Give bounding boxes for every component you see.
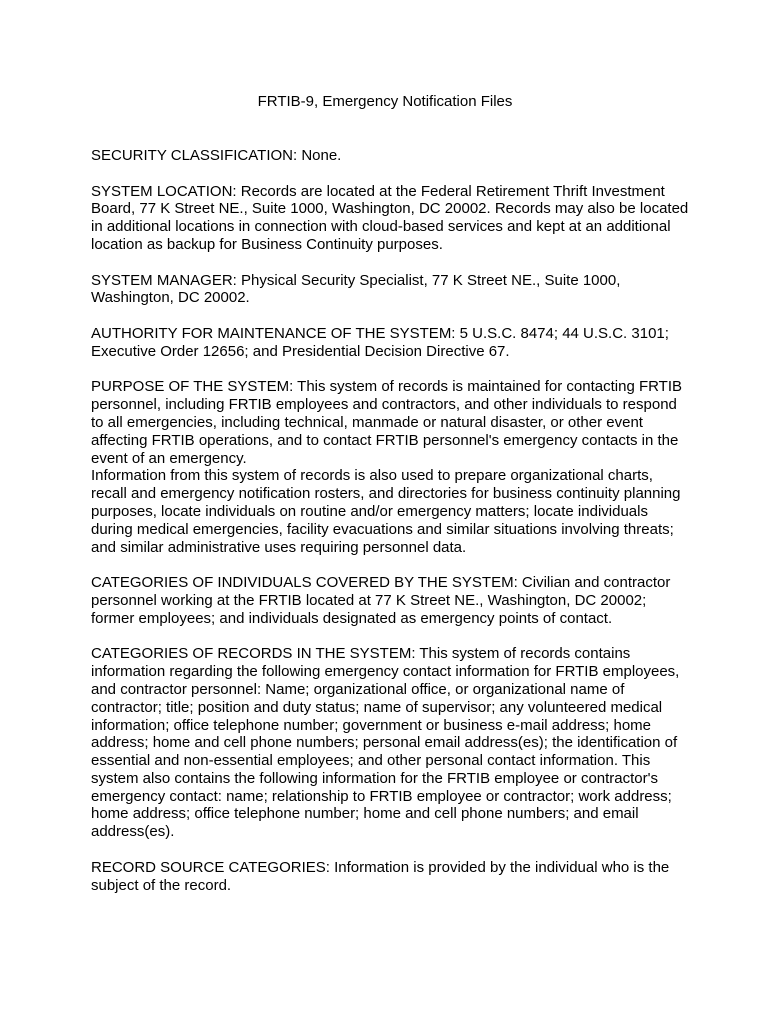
categories-individuals-paragraph: CATEGORIES OF INDIVIDUALS COVERED BY THE SYSTEM: Civilian and contractor personnel working at the FRTIB located at 77 K Street NE., Washington, DC 20002; former employees; and individuals designated as emergency points of contact. (91, 574, 671, 627)
document-title: FRTIB-9, Emergency Notification Files (257, 93, 513, 110)
record-source-paragraph: RECORD SOURCE CATEGORIES: Information is provided by the individual who is the subject of the record. (91, 858, 670, 894)
categories-records-paragraph: CATEGORIES OF RECORDS IN THE SYSTEM: This system of records contains information regarding the following emergency contact information for FRTIB employees, and contractor personnel: Name; organizational office, or organizational name of contractor; title; position and duty status; name of supervisor; any volunteered medical information; office telephone number; government or business e-mail address; home address; home and cell phone numbers; personal email address(es); the identification of essential and non-essential employees; and other personal contact information. This system also contains the following information for the FRTIB employee or contractor's emergency contact: name; relationship to FRTIB employee or contractor; work address; home address; office telephone number; home and cell phone numbers; and email address(es). (91, 645, 680, 841)
system-location-paragraph: SYSTEM LOCATION: Records are located at the Federal Retirement Thrift Investment Board, 77 K Street NE., Suite 1000, Washington, DC 20002. Records may also be located in additional locations in connection with cloud-based services and kept at an additional location as backup for Business Continuity purposes. (91, 182, 689, 253)
purpose-continuation-paragraph: Information from this system of records is also used to prepare organizational charts, recall and emergency notification rosters, and directories for business continuity planning purposes, locate individuals on routine and/or emergency matters; locate individuals during medical emergencies, facility evacuations and similar situations involving threats; and similar administrative uses requiring personnel data. (91, 467, 681, 556)
security-classification-paragraph: SECURITY CLASSIFICATION: None. (91, 147, 342, 164)
purpose-paragraph: PURPOSE OF THE SYSTEM: This system of records is maintained for contacting FRTIB personnel, including FRTIB employees and contractors, and other individuals to respond to all emergencies, including technical, manmade or natural disaster, or other event affecting FRTIB operations, and to contact FRTIB personnel's emergency contacts in the event of an emergency. (91, 378, 683, 467)
document-body (91, 147, 691, 912)
authority-paragraph: AUTHORITY FOR MAINTENANCE OF THE SYSTEM: 5 U.S.C. 8474; 44 U.S.C. 3101; Executive Order 12656; and Presidential Decision Directive 67. (91, 324, 669, 360)
system-manager-paragraph: SYSTEM MANAGER: Physical Security Specialist, 77 K Street NE., Suite 1000, Washington, DC 20002. (91, 271, 621, 307)
